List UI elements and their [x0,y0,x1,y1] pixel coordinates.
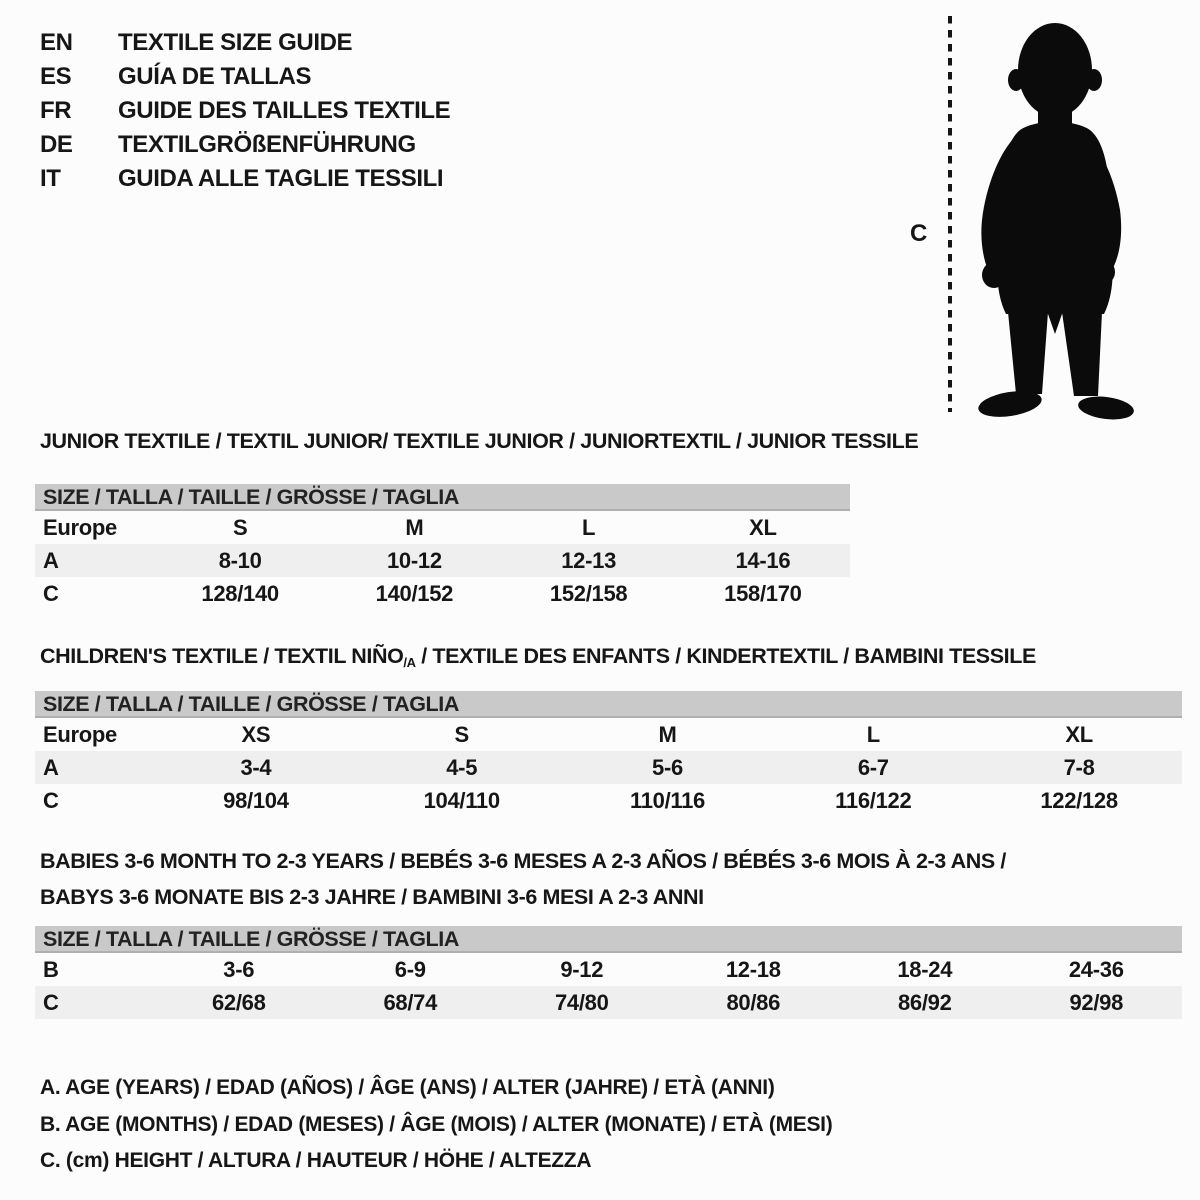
age-cell: 24-36 [1068,956,1124,982]
table-row-c [35,577,850,610]
table-row-europe [35,718,1182,751]
babies-title-line1: BABIES 3-6 MONTH TO 2-3 YEARS / BEBÉS 3-6 MESES A 2-3 AÑOS / BÉBÉS 3-6 MOIS À 2-3 ANS / [40,849,1006,873]
babies-size-table [35,926,1182,1019]
age-cell: 3-4 [240,754,272,780]
height-cell: 128/140 [201,580,279,606]
table-row-a [35,544,850,577]
language-row-it [40,162,450,196]
language-code: DE [40,131,73,158]
table-row-a [35,751,1182,784]
language-code: EN [40,29,73,56]
height-cell: 62/68 [211,989,266,1015]
size-header-bar: SIZE / TALLA / TAILLE / GRÖSSE / TAGLIA [35,484,850,511]
legend-line-b: B. AGE (MONTHS) / EDAD (MESES) / ÂGE (MOIS) / ALTER (MONATE) / ETÀ (MESI) [40,1112,833,1136]
language-code: FR [40,97,72,124]
size-cell: XL [1065,721,1093,747]
age-cell: 6-7 [857,754,889,780]
measure-legend [40,1070,832,1180]
language-row-de [40,128,450,162]
toddler-silhouette-icon [900,10,1152,426]
row-label: C [43,580,59,606]
babies-title-line2: BABYS 3-6 MONATE BIS 2-3 JAHRE / BAMBINI 3-6 MESI A 2-3 ANNI [40,885,704,909]
height-cell: 110/116 [629,787,705,813]
size-header-bar: SIZE / TALLA / TAILLE / GRÖSSE / TAGLIA [35,926,1182,953]
language-code: IT [40,165,61,192]
height-cell: 92/98 [1069,989,1124,1015]
junior-section-title: JUNIOR TEXTILE / TEXTIL JUNIOR/ TEXTILE JUNIOR / JUNIORTEXTIL / JUNIOR TESSILE [40,429,919,453]
children-section-title [40,644,1036,670]
height-cell: 140/152 [375,580,454,606]
children-title-rest: / TEXTILE DES ENFANTS / KINDERTEXTIL / BAMBINI TESSILE [415,644,1036,668]
language-title: TEXTILGRÖßENFÜHRUNG [118,131,416,158]
language-title-list [40,26,450,196]
age-cell: 6-9 [394,956,426,982]
row-label: A [43,754,59,780]
size-cell: L [866,721,880,747]
toddler-silhouette [977,23,1136,422]
size-cell: M [405,514,424,540]
language-code: ES [40,63,72,90]
size-cell: XL [749,514,777,540]
size-cell: L [582,514,596,540]
age-cell: 3-6 [223,956,255,982]
legend-line-c: C. (cm) HEIGHT / ALTURA / HAUTEUR / HÖHE / ALTEZZA [40,1149,592,1172]
age-cell: 5-6 [652,754,683,780]
age-cell: 8-10 [218,547,262,573]
row-label: C [43,787,59,813]
junior-size-table [35,484,850,610]
children-size-table [35,691,1182,817]
age-cell: 4-5 [446,754,478,780]
height-cell: 98/104 [223,787,289,813]
row-label: A [43,547,59,573]
row-label: Europe [43,514,117,540]
language-row-en [40,26,450,60]
children-title-subscript: /A [403,655,416,670]
language-title: GUIDA ALLE TAGLIE TESSILI [118,165,444,192]
legend-line-a: A. AGE (YEARS) / EDAD (AÑOS) / ÂGE (ANS) / ALTER (JAHRE) / ETÀ (ANNI) [40,1076,775,1099]
language-title: GUÍA DE TALLAS [118,63,312,90]
babies-section-title [40,843,1006,915]
height-cell: 122/128 [1040,787,1118,813]
language-title: TEXTILE SIZE GUIDE [118,29,353,56]
table-row-c [35,784,1182,817]
language-row-fr [40,94,450,128]
table-row-b [35,953,1182,986]
height-cell: 74/80 [554,989,609,1015]
language-title: GUIDE DES TAILLES TEXTILE [118,97,451,124]
height-cell: 152/158 [549,580,628,606]
age-cell: 18-24 [897,956,953,982]
table-row-europe [35,511,850,544]
size-cell: S [232,514,248,540]
row-label: B [43,956,59,982]
size-header-bar: SIZE / TALLA / TAILLE / GRÖSSE / TAGLIA [35,691,1182,718]
height-measure-figure [900,10,1152,426]
language-row-es [40,60,450,94]
age-cell: 10-12 [386,547,442,573]
size-cell: M [658,721,677,747]
age-cell: 14-16 [735,547,791,573]
age-cell: 12-13 [561,547,617,573]
age-cell: 7-8 [1063,754,1095,780]
table-row-c [35,986,1182,1019]
height-cell: 86/92 [897,989,952,1015]
height-cell: 104/110 [423,787,500,813]
age-cell: 9-12 [560,956,604,982]
age-cell: 12-18 [725,956,781,982]
children-title-main: CHILDREN'S TEXTILE / TEXTIL NIÑO [40,644,404,668]
height-cell: 80/86 [726,989,781,1015]
size-cell: S [454,721,469,747]
height-measure-label: C [910,220,928,247]
row-label: Europe [43,721,117,747]
height-cell: 158/170 [724,580,802,606]
row-label: C [43,989,59,1015]
height-cell: 116/122 [835,787,912,813]
height-cell: 68/74 [383,989,438,1015]
size-cell: XS [241,721,271,747]
